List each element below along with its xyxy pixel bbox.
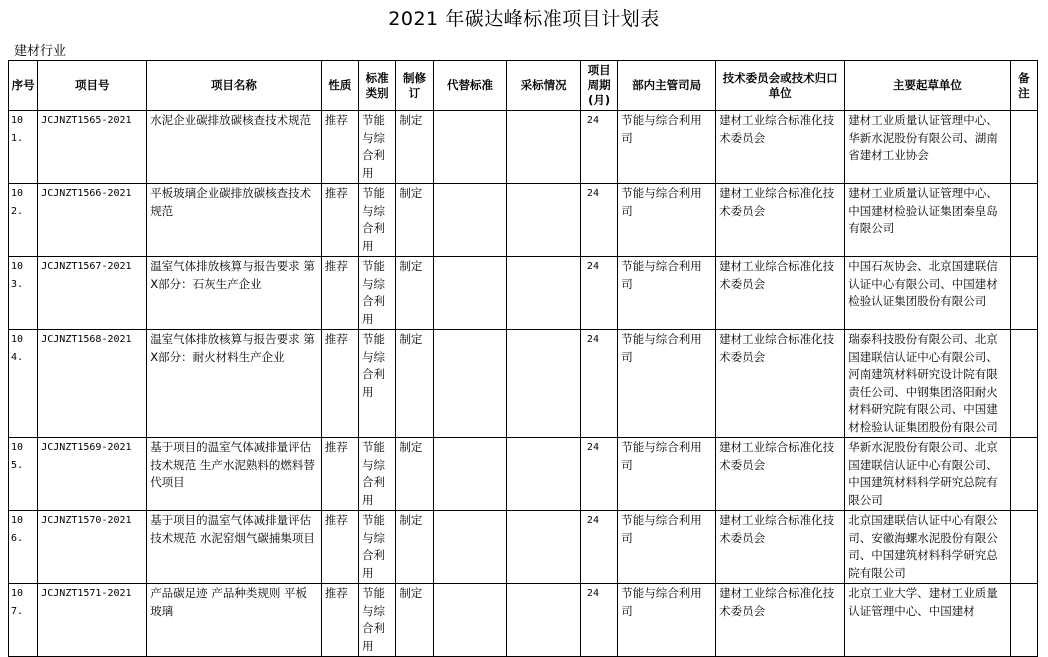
cell-drafter: 北京国建联信认证中心有限公司、安徽海螺水泥股份有限公司、中国建筑材料科学研究总院有限公司 [845,511,1010,584]
cell-code: JCJNZT1571-2021 [38,584,147,657]
cell-category: 节能与综合利用 [359,330,396,438]
header-category: 标准类别 [359,61,396,111]
cell-adopt [507,511,581,584]
cell-note [1010,330,1037,438]
cell-seq: 104. [9,330,38,438]
cell-note [1010,111,1037,184]
section-label: 建材行业 [14,44,67,59]
cell-name: 温室气体排放核算与报告要求 第X部分：耐火材料生产企业 [147,330,322,438]
cell-category: 节能与综合利用 [359,438,396,511]
cell-period: 24 [580,511,617,584]
cell-period: 24 [580,438,617,511]
cell-replace [433,438,507,511]
cell-name: 产品碳足迹 产品种类规则 平板玻璃 [147,584,322,657]
cell-note [1010,184,1037,257]
cell-nature: 推荐 [321,438,358,511]
header-drafter: 主要起草单位 [845,61,1010,111]
header-nature: 性质 [321,61,358,111]
cell-note [1010,511,1037,584]
cell-period: 24 [580,584,617,657]
cell-replace [433,184,507,257]
cell-replace [433,257,507,330]
cell-drafter: 瑞泰科技股份有限公司、北京国建联信认证中心有限公司、河南建筑材料研究设计院有限责任公司、中钢集团洛阳耐火材料研究院有限公司、中国建材检验认证集团股份有限公司 [845,330,1010,438]
cell-adopt [507,111,581,184]
page-title: 2021 年碳达峰标准项目计划表 [388,8,660,30]
standards-table [8,60,1038,657]
cell-seq: 106. [9,511,38,584]
cell-replace [433,330,507,438]
cell-drafter: 建材工业质量认证管理中心、华新水泥股份有限公司、湖南省建材工业协会 [845,111,1010,184]
cell-seq: 105. [9,438,38,511]
header-code: 项目号 [38,61,147,111]
cell-committee: 建材工业综合标准化技术委员会 [716,184,845,257]
cell-drafter: 华新水泥股份有限公司、北京国建联信认证中心有限公司、中国建筑材料科学研究总院有限公司 [845,438,1010,511]
cell-nature: 推荐 [321,330,358,438]
cell-category: 节能与综合利用 [359,111,396,184]
cell-drafter: 北京工业大学、建材工业质量认证管理中心、中国建材 [845,584,1010,657]
cell-nature: 推荐 [321,257,358,330]
cell-code: JCJNZT1565-2021 [38,111,147,184]
cell-period: 24 [580,111,617,184]
cell-revise: 制定 [396,584,433,657]
cell-note [1010,438,1037,511]
cell-adopt [507,184,581,257]
header-seq: 序号 [9,61,38,111]
cell-revise: 制定 [396,111,433,184]
cell-dept: 节能与综合利用司 [618,330,716,438]
cell-name: 基于项目的温室气体减排量评估技术规范 水泥窑烟气碳捕集项目 [147,511,322,584]
cell-name: 平板玻璃企业碳排放碳核查技术规范 [147,184,322,257]
cell-committee: 建材工业综合标准化技术委员会 [716,111,845,184]
cell-adopt [507,438,581,511]
cell-replace [433,511,507,584]
cell-seq: 102. [9,184,38,257]
cell-category: 节能与综合利用 [359,584,396,657]
cell-nature: 推荐 [321,584,358,657]
cell-committee: 建材工业综合标准化技术委员会 [716,511,845,584]
cell-adopt [507,330,581,438]
cell-note [1010,257,1037,330]
cell-period: 24 [580,330,617,438]
table-row [9,257,1038,330]
cell-committee: 建材工业综合标准化技术委员会 [716,257,845,330]
table-row [9,584,1038,657]
cell-nature: 推荐 [321,511,358,584]
header-period: 项目周期(月) [580,61,617,111]
cell-category: 节能与综合利用 [359,511,396,584]
cell-revise: 制定 [396,511,433,584]
cell-code: JCJNZT1567-2021 [38,257,147,330]
cell-replace [433,111,507,184]
cell-name: 温室气体排放核算与报告要求 第X部分：石灰生产企业 [147,257,322,330]
header-name: 项目名称 [147,61,322,111]
cell-nature: 推荐 [321,184,358,257]
cell-adopt [507,584,581,657]
cell-seq: 101. [9,111,38,184]
header-revise: 制修订 [396,61,433,111]
cell-dept: 节能与综合利用司 [618,438,716,511]
cell-dept: 节能与综合利用司 [618,111,716,184]
cell-name: 水泥企业碳排放碳核查技术规范 [147,111,322,184]
header-dept: 部内主管司局 [618,61,716,111]
cell-adopt [507,257,581,330]
cell-committee: 建材工业综合标准化技术委员会 [716,584,845,657]
cell-period: 24 [580,184,617,257]
cell-dept: 节能与综合利用司 [618,511,716,584]
cell-seq: 103. [9,257,38,330]
table-row [9,330,1038,438]
cell-dept: 节能与综合利用司 [618,184,716,257]
cell-dept: 节能与综合利用司 [618,584,716,657]
cell-committee: 建材工业综合标准化技术委员会 [716,330,845,438]
cell-drafter: 建材工业质量认证管理中心、中国建材检验认证集团秦皇岛有限公司 [845,184,1010,257]
cell-code: JCJNZT1569-2021 [38,438,147,511]
cell-committee: 建材工业综合标准化技术委员会 [716,438,845,511]
cell-nature: 推荐 [321,111,358,184]
header-replace: 代替标准 [433,61,507,111]
cell-period: 24 [580,257,617,330]
header-note: 备注 [1010,61,1037,111]
table-header-row [9,61,1038,111]
table-row [9,111,1038,184]
table-row [9,511,1038,584]
cell-code: JCJNZT1566-2021 [38,184,147,257]
cell-drafter: 中国石灰协会、北京国建联信认证中心有限公司、中国建材检验认证集团股份有限公司 [845,257,1010,330]
table-row [9,184,1038,257]
header-adopt: 采标情况 [507,61,581,111]
cell-revise: 制定 [396,438,433,511]
table-row [9,438,1038,511]
header-committee: 技术委员会或技术归口单位 [716,61,845,111]
cell-revise: 制定 [396,330,433,438]
cell-seq: 107. [9,584,38,657]
cell-note [1010,584,1037,657]
cell-replace [433,584,507,657]
cell-code: JCJNZT1570-2021 [38,511,147,584]
cell-name: 基于项目的温室气体减排量评估技术规范 生产水泥熟料的燃料替代项目 [147,438,322,511]
cell-code: JCJNZT1568-2021 [38,330,147,438]
cell-category: 节能与综合利用 [359,257,396,330]
cell-category: 节能与综合利用 [359,184,396,257]
cell-revise: 制定 [396,257,433,330]
cell-dept: 节能与综合利用司 [618,257,716,330]
cell-revise: 制定 [396,184,433,257]
